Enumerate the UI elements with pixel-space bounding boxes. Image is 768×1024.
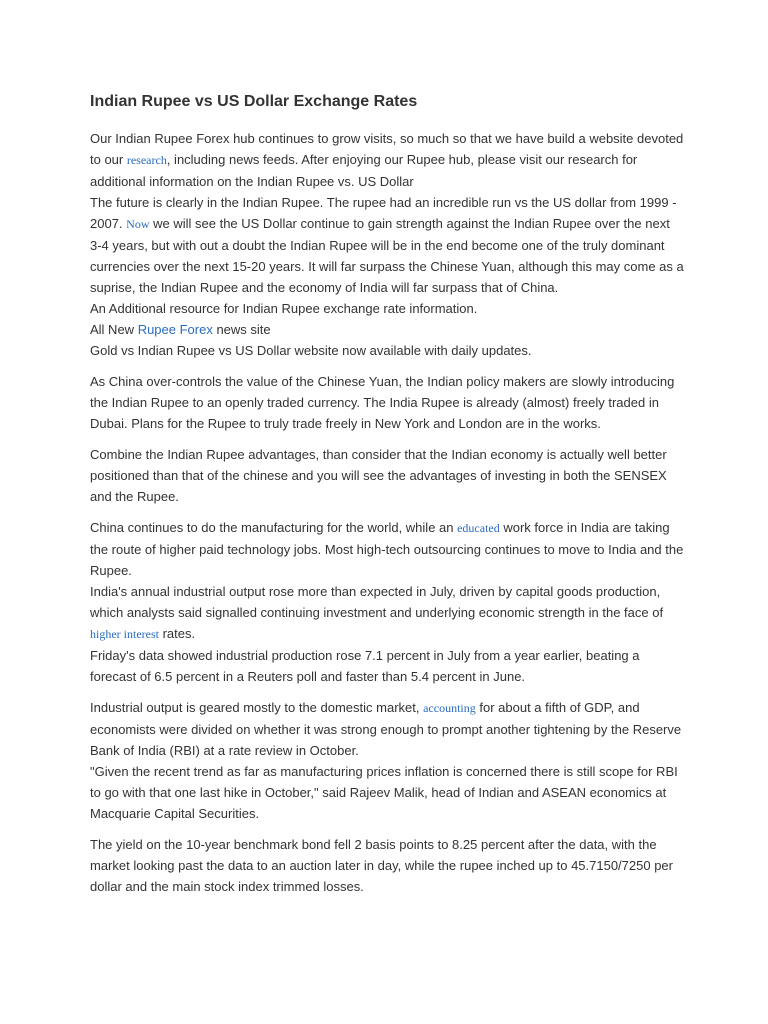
intro-line-future: The future is clearly in the Indian Rupee. The rupee had an incredible run vs the US dollar from 1999 - 2007. Now we will see the US Dollar continue to gain strength against the Indian Rupee over the next 3-4 years, but with out a doubt the Indian Rupee will be in the end become one of the truly dominant currencies over the next 15-20 years. It will far surpass the Chinese Yuan, although this may come as a suprise, the Indian Rupee and the economy of India will far surpass that of China. xyxy=(90,195,684,295)
paragraph-domestic-market xyxy=(90,697,684,824)
article xyxy=(90,90,684,907)
rupee-forex-link[interactable]: Rupee Forex xyxy=(137,322,213,337)
accounting-link[interactable]: accounting xyxy=(423,701,476,715)
friday-data-line: Friday's data showed industrial production rose 7.1 percent in July from a year earlier, beating a forecast of 6.5 percent in a Reuters poll and faster than 5.4 percent in June. xyxy=(90,648,640,684)
domestic-market-line: Industrial output is geared mostly to the domestic market, accounting for about a fifth of GDP, and economists were divided on whether it was strong enough to prompt another tightening by the Reserve Bank of India (RBI) at a rate review in October. xyxy=(90,700,682,758)
paragraph-advantages: Combine the Indian Rupee advantages, than consider that the Indian economy is actually well better positioned than that of the chinese and you will see the advantages of investing in both the SENSEX and the Rupee. xyxy=(90,447,667,504)
page-title: Indian Rupee vs US Dollar Exchange Rates xyxy=(90,93,418,110)
now-link[interactable]: Now xyxy=(126,217,150,231)
paragraph-manufacturing xyxy=(90,517,684,687)
industrial-output-line: India's annual industrial output rose more than expected in July, driven by capital goods production, which analysts said signalled continuing investment and underlying economic strength in the face of higher interest rates. xyxy=(90,584,664,641)
research-link[interactable]: research xyxy=(126,153,167,167)
intro-line-gold: Gold vs Indian Rupee vs US Dollar website now available with daily updates. xyxy=(90,343,532,358)
intro-line-resource: An Additional resource for Indian Rupee exchange rate information. xyxy=(90,301,478,316)
intro-line-hub: Our Indian Rupee Forex hub continues to grow visits, so much so that we have build a website devoted to our research, including news feeds. After enjoying our Rupee hub, please visit our research for additional information on the Indian Rupee vs. US Dollar xyxy=(90,131,684,189)
higher-interest-link[interactable]: higher interest xyxy=(90,627,159,641)
quote-line: "Given the recent trend as far as manufacturing prices inflation is concerned there is still scope for RBI to go with that one last hike in October," said Rajeev Malik, head of Indian and ASEAN economics at Macquarie Capital Securities. xyxy=(90,764,678,821)
paragraph-intro xyxy=(90,128,684,361)
paragraph-bond-yield: The yield on the 10-year benchmark bond fell 2 basis points to 8.25 percent after the data, with the market looking past the data to an auction later in day, while the rupee inched up to 45.7150/7250 per dollar and the main stock index trimmed losses. xyxy=(90,837,673,894)
paragraph-china-yuan: As China over-controls the value of the Chinese Yuan, the Indian policy makers are slowly introducing the Indian Rupee to an openly traded currency. The India Rupee is already (almost) freely traded in Dubai. Plans for the Rupee to truly trade freely in New York and London are in the works. xyxy=(90,374,675,431)
educated-link[interactable]: educated xyxy=(457,521,500,535)
intro-line-news-site: All New Rupee Forex news site xyxy=(90,322,271,337)
manufacturing-line: China continues to do the manufacturing for the world, while an educated work force in India are taking the route of higher paid technology jobs. Most high-tech outsourcing continues to move to India and the Rupee. xyxy=(90,520,684,578)
